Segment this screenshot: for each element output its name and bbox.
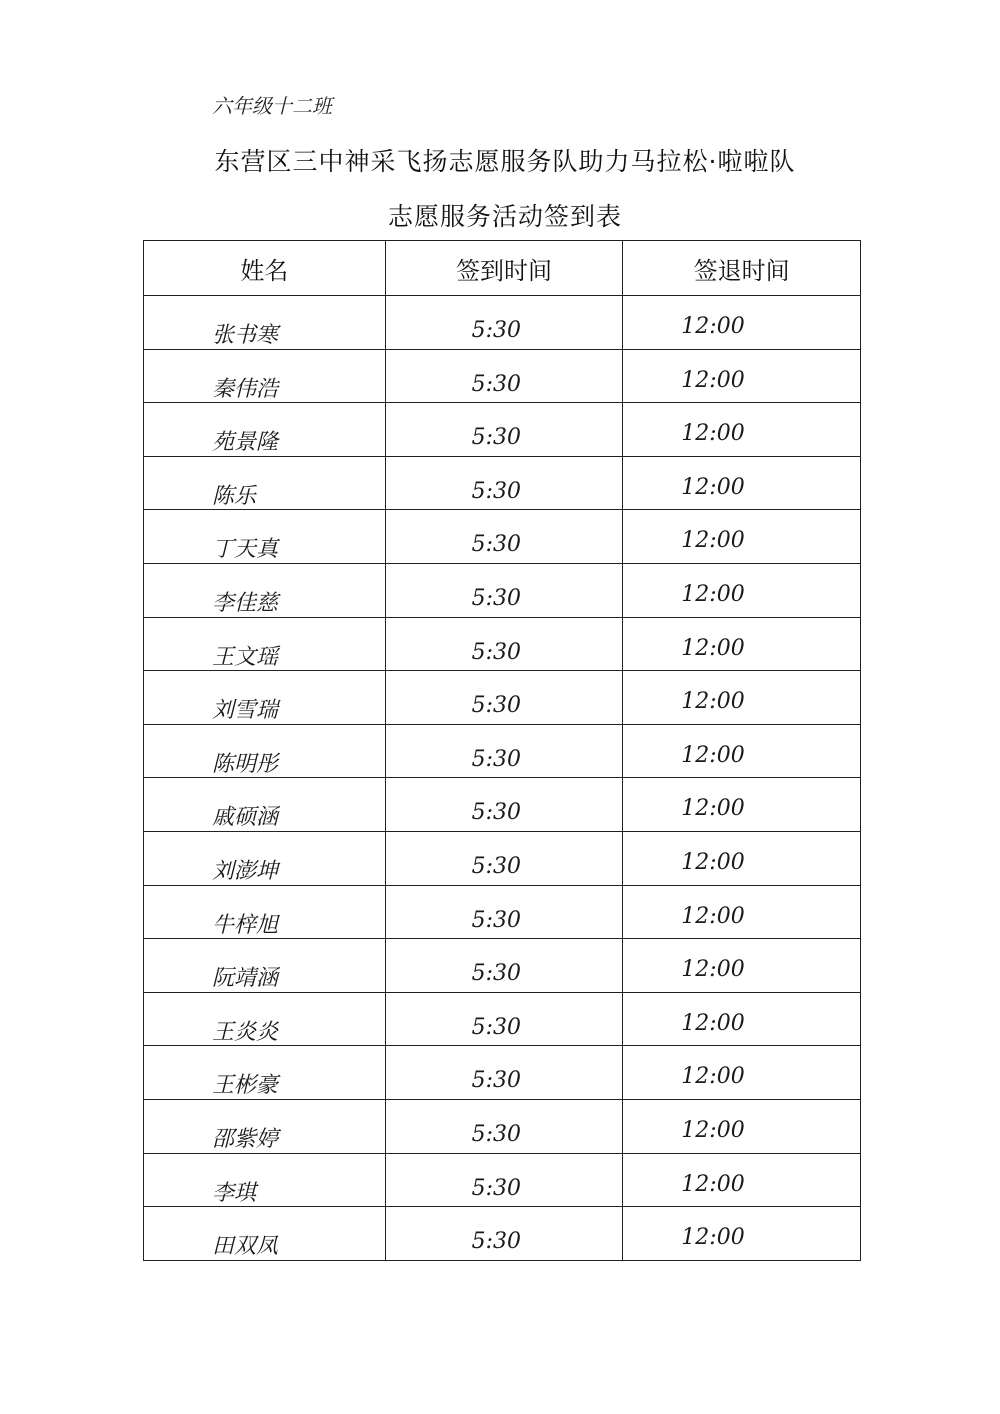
sign-out-cell-text: 12:00 bbox=[681, 1064, 745, 1090]
sign-out-cell-text: 12:00 bbox=[681, 474, 745, 500]
class-note: 六年级十二班 bbox=[212, 94, 332, 118]
sign-in-cell-text: 5:30 bbox=[471, 961, 522, 987]
name-cell-text: 李佳慈 bbox=[212, 590, 279, 616]
sign-in-cell bbox=[385, 992, 623, 1046]
table-row bbox=[144, 885, 861, 939]
name-cell-text: 王炎炎 bbox=[212, 1019, 279, 1045]
name-cell-text: 王彬豪 bbox=[212, 1073, 279, 1099]
name-cell bbox=[144, 724, 386, 778]
sign-in-cell-text: 5:30 bbox=[471, 907, 522, 933]
sign-out-cell-text: 12:00 bbox=[681, 903, 745, 929]
name-cell-text: 阮靖涵 bbox=[212, 966, 279, 992]
sign-in-cell-text: 5:30 bbox=[471, 1068, 522, 1094]
sign-out-cell bbox=[623, 671, 861, 725]
name-cell bbox=[144, 617, 386, 671]
name-cell-text: 牛梓旭 bbox=[212, 912, 279, 938]
sign-out-cell bbox=[623, 456, 861, 510]
name-cell bbox=[144, 778, 386, 832]
sign-out-cell-text: 12:00 bbox=[681, 849, 745, 875]
table-row bbox=[144, 778, 861, 832]
name-cell bbox=[144, 1046, 386, 1100]
name-cell-text: 刘澎坤 bbox=[212, 858, 279, 884]
sign-out-cell bbox=[623, 724, 861, 778]
table-row bbox=[144, 456, 861, 510]
table-row bbox=[144, 296, 861, 350]
name-cell-text: 刘雪瑞 bbox=[212, 698, 279, 724]
name-cell-text: 李琪 bbox=[212, 1180, 257, 1206]
sign-out-cell bbox=[623, 1046, 861, 1100]
sign-out-cell-text: 12:00 bbox=[681, 689, 745, 715]
table-row bbox=[144, 724, 861, 778]
column-header-sign-in-time: 签到时间 bbox=[385, 241, 623, 296]
sign-in-cell bbox=[385, 1207, 623, 1261]
sign-in-cell-text: 5:30 bbox=[471, 693, 522, 719]
column-header-sign-out-time: 签退时间 bbox=[623, 241, 861, 296]
name-cell bbox=[144, 1153, 386, 1207]
sign-in-cell-text: 5:30 bbox=[471, 746, 522, 772]
sign-in-cell-text: 5:30 bbox=[471, 585, 522, 611]
sign-in-cell bbox=[385, 778, 623, 832]
sign-out-cell-text: 12:00 bbox=[681, 957, 745, 983]
sign-in-cell bbox=[385, 456, 623, 510]
table-row bbox=[144, 403, 861, 457]
sign-in-cell bbox=[385, 831, 623, 885]
name-cell-text: 戚硕涵 bbox=[212, 805, 279, 831]
table-row bbox=[144, 617, 861, 671]
table-row bbox=[144, 831, 861, 885]
sign-out-cell bbox=[623, 992, 861, 1046]
name-cell-text: 丁天真 bbox=[212, 537, 279, 563]
sign-out-cell-text: 12:00 bbox=[681, 1225, 745, 1251]
table-row bbox=[144, 563, 861, 617]
sign-in-cell-text: 5:30 bbox=[471, 800, 522, 826]
sign-in-cell bbox=[385, 296, 623, 350]
name-cell bbox=[144, 831, 386, 885]
name-cell bbox=[144, 885, 386, 939]
sign-in-cell-text: 5:30 bbox=[471, 318, 522, 343]
name-cell-text: 田双凤 bbox=[212, 1234, 279, 1260]
name-cell bbox=[144, 1207, 386, 1261]
sign-out-cell-text: 12:00 bbox=[681, 1171, 745, 1197]
name-cell bbox=[144, 1099, 386, 1153]
name-cell bbox=[144, 671, 386, 725]
name-cell bbox=[144, 563, 386, 617]
sign-in-cell bbox=[385, 510, 623, 564]
sign-out-cell bbox=[623, 563, 861, 617]
sign-out-cell-text: 12:00 bbox=[681, 635, 745, 661]
sign-out-cell-text: 12:00 bbox=[681, 528, 745, 554]
sign-in-cell-text: 5:30 bbox=[471, 639, 522, 665]
sign-out-cell bbox=[623, 778, 861, 832]
sign-out-cell bbox=[623, 296, 861, 350]
sign-in-cell bbox=[385, 939, 623, 993]
sign-out-cell-text: 12:00 bbox=[681, 742, 745, 768]
sign-in-cell-text: 5:30 bbox=[471, 478, 522, 504]
name-cell bbox=[144, 296, 386, 350]
name-cell bbox=[144, 992, 386, 1046]
name-cell bbox=[144, 510, 386, 564]
sign-in-cell bbox=[385, 403, 623, 457]
sign-in-cell-text: 5:30 bbox=[471, 853, 522, 879]
document-title: 东营区三中神采飞扬志愿服务队助力马拉松·啦啦队 bbox=[214, 147, 796, 176]
sign-out-cell bbox=[623, 510, 861, 564]
table-row bbox=[144, 1046, 861, 1100]
sign-in-cell bbox=[385, 617, 623, 671]
sign-out-cell-text: 12:00 bbox=[681, 421, 745, 447]
sign-out-cell bbox=[623, 1153, 861, 1207]
sign-out-cell-text: 12:00 bbox=[681, 796, 745, 822]
sign-in-cell-text: 5:30 bbox=[471, 1121, 522, 1147]
name-cell bbox=[144, 456, 386, 510]
name-cell bbox=[144, 403, 386, 457]
sign-out-cell bbox=[623, 831, 861, 885]
sign-in-table bbox=[143, 240, 861, 1261]
sign-in-cell-text: 5:30 bbox=[471, 1175, 522, 1201]
sign-in-cell bbox=[385, 671, 623, 725]
table-row bbox=[144, 992, 861, 1046]
sign-in-cell bbox=[385, 1046, 623, 1100]
sign-in-cell-text: 5:30 bbox=[471, 1014, 522, 1040]
table-body bbox=[144, 296, 861, 1261]
table-row bbox=[144, 939, 861, 993]
sign-in-cell-text: 5:30 bbox=[471, 1229, 522, 1255]
table-header-row bbox=[144, 241, 861, 296]
name-cell-text: 邵紫婷 bbox=[212, 1126, 279, 1152]
sign-in-cell bbox=[385, 724, 623, 778]
name-cell bbox=[144, 349, 386, 403]
sign-in-cell bbox=[385, 885, 623, 939]
name-cell bbox=[144, 939, 386, 993]
sign-in-cell bbox=[385, 349, 623, 403]
table-row bbox=[144, 1207, 861, 1261]
sign-in-cell-text: 5:30 bbox=[471, 532, 522, 558]
table-row bbox=[144, 1153, 861, 1207]
sign-out-cell bbox=[623, 403, 861, 457]
name-cell-text: 张书寒 bbox=[212, 323, 279, 348]
sign-out-cell bbox=[623, 1099, 861, 1153]
document-subtitle: 志愿服务活动签到表 bbox=[387, 202, 622, 231]
column-header-name: 姓名 bbox=[144, 241, 386, 296]
sign-in-cell-text: 5:30 bbox=[471, 371, 522, 397]
sign-in-cell-text: 5:30 bbox=[471, 425, 522, 451]
sign-out-cell-text: 12:00 bbox=[681, 314, 745, 339]
sign-out-cell bbox=[623, 885, 861, 939]
sign-out-cell-text: 12:00 bbox=[681, 1117, 745, 1143]
table-row bbox=[144, 349, 861, 403]
table-row bbox=[144, 510, 861, 564]
table-row bbox=[144, 671, 861, 725]
sign-in-cell bbox=[385, 1099, 623, 1153]
sign-out-cell bbox=[623, 939, 861, 993]
name-cell-text: 陈明彤 bbox=[212, 751, 279, 777]
sign-out-cell bbox=[623, 349, 861, 403]
sign-in-cell bbox=[385, 1153, 623, 1207]
name-cell-text: 陈乐 bbox=[212, 483, 257, 509]
name-cell-text: 王文瑶 bbox=[212, 644, 279, 670]
table-row bbox=[144, 1099, 861, 1153]
sign-out-cell-text: 12:00 bbox=[681, 581, 745, 607]
sign-in-cell bbox=[385, 563, 623, 617]
sign-out-cell bbox=[623, 1207, 861, 1261]
sign-out-cell-text: 12:00 bbox=[681, 1010, 745, 1036]
name-cell-text: 秦伟浩 bbox=[212, 376, 279, 402]
sign-out-cell-text: 12:00 bbox=[681, 367, 745, 393]
name-cell-text: 苑景隆 bbox=[212, 430, 279, 456]
sign-out-cell bbox=[623, 617, 861, 671]
